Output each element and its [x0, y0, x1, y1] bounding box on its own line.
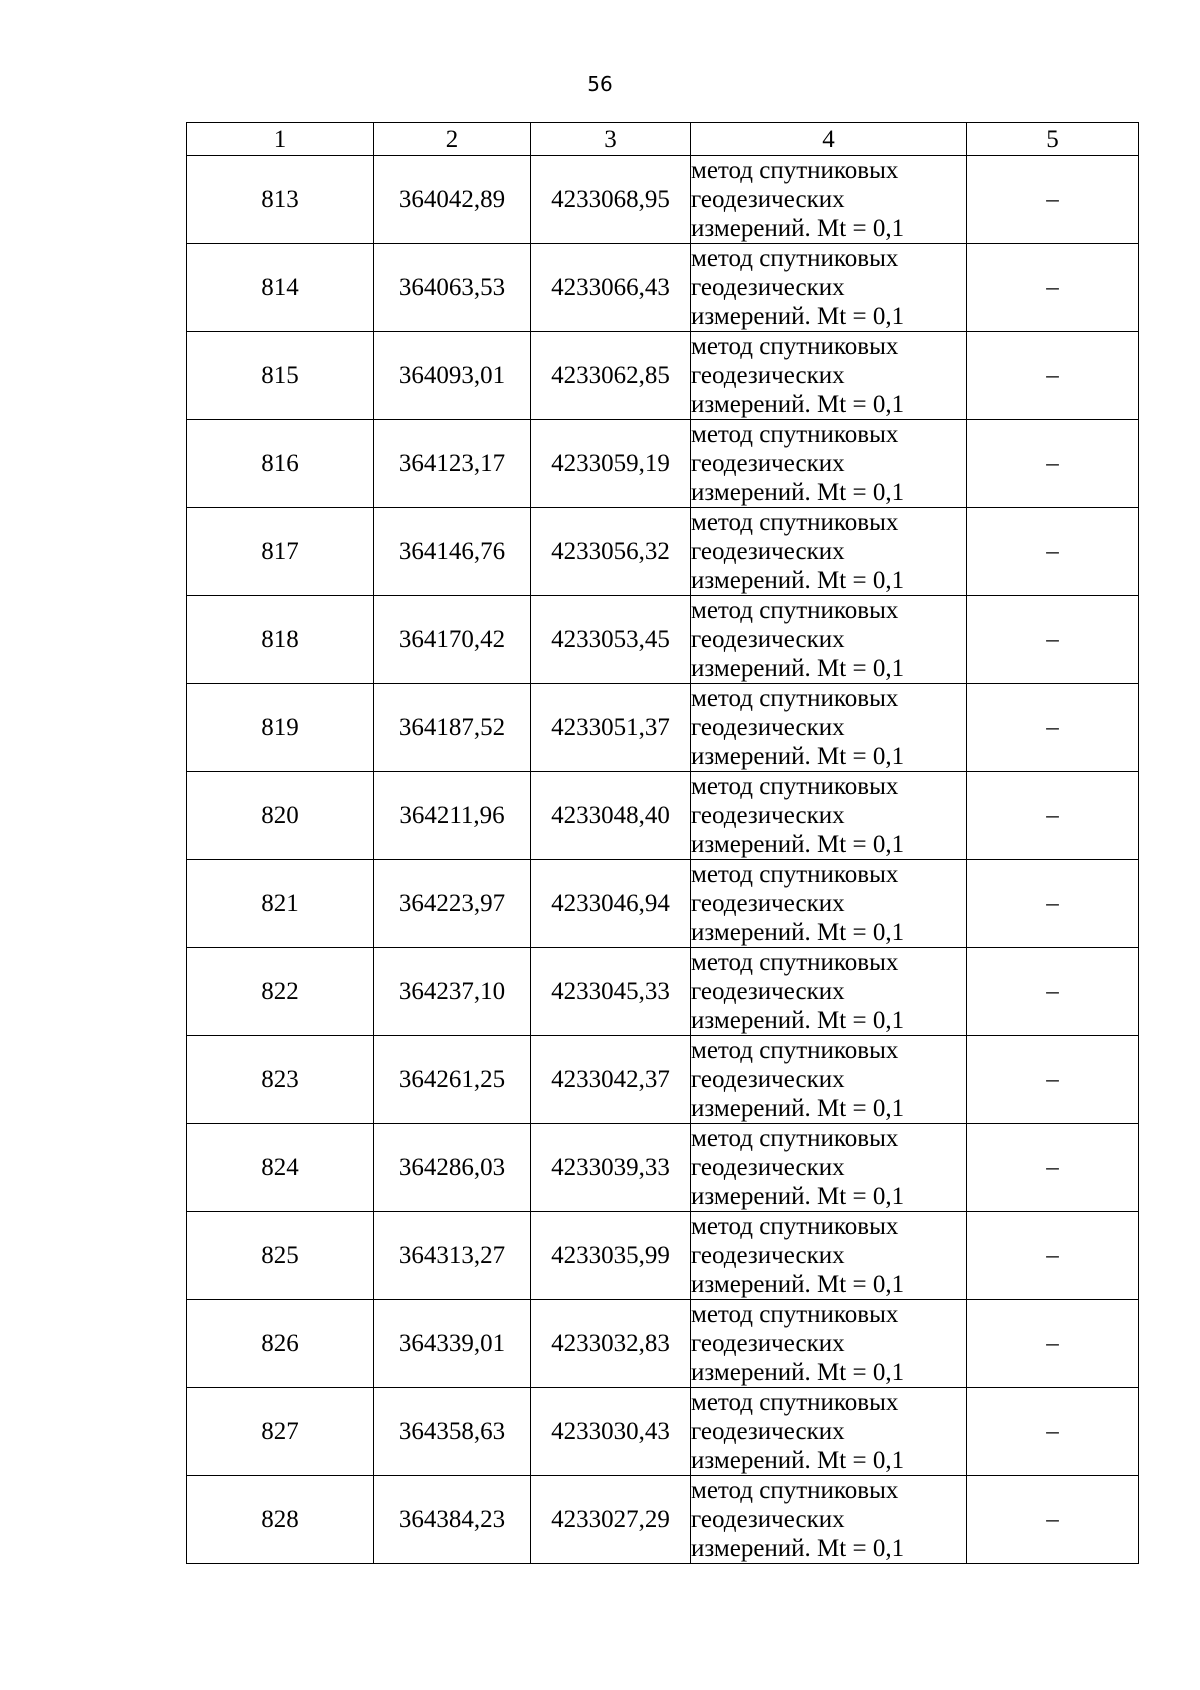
- note-cell: –: [967, 684, 1139, 772]
- y-coordinate-cell: 4233035,99: [531, 1212, 691, 1300]
- y-coordinate-cell: 4233066,43: [531, 244, 691, 332]
- point-number-cell: 822: [187, 948, 374, 1036]
- table-row: [187, 508, 1139, 596]
- note-cell: –: [967, 1476, 1139, 1564]
- x-coordinate-cell: 364358,63: [374, 1388, 531, 1476]
- note-cell: –: [967, 1124, 1139, 1212]
- note-cell: –: [967, 1036, 1139, 1124]
- method-cell: метод спутниковых геодезических измерений. Mt = 0,1: [691, 860, 967, 948]
- note-cell: –: [967, 1388, 1139, 1476]
- y-coordinate-cell: 4233059,19: [531, 420, 691, 508]
- x-coordinate-cell: 364384,23: [374, 1476, 531, 1564]
- point-number-cell: 816: [187, 420, 374, 508]
- point-number-cell: 826: [187, 1300, 374, 1388]
- table-row: [187, 596, 1139, 684]
- method-cell: метод спутниковых геодезических измерений. Mt = 0,1: [691, 1300, 967, 1388]
- x-coordinate-cell: 364187,52: [374, 684, 531, 772]
- note-cell: –: [967, 772, 1139, 860]
- y-coordinate-cell: 4233062,85: [531, 332, 691, 420]
- table-row: [187, 420, 1139, 508]
- y-coordinate-cell: 4233056,32: [531, 508, 691, 596]
- y-coordinate-cell: 4233042,37: [531, 1036, 691, 1124]
- table-row: [187, 1036, 1139, 1124]
- header-col-3: 3: [531, 123, 691, 156]
- method-cell: метод спутниковых геодезических измерений. Mt = 0,1: [691, 244, 967, 332]
- table-row: [187, 1124, 1139, 1212]
- table-body: [187, 156, 1139, 1564]
- point-number-cell: 813: [187, 156, 374, 244]
- note-cell: –: [967, 948, 1139, 1036]
- y-coordinate-cell: 4233068,95: [531, 156, 691, 244]
- table-header: [187, 123, 1139, 156]
- x-coordinate-cell: 364313,27: [374, 1212, 531, 1300]
- method-cell: метод спутниковых геодезических измерений. Mt = 0,1: [691, 156, 967, 244]
- point-number-cell: 824: [187, 1124, 374, 1212]
- y-coordinate-cell: 4233053,45: [531, 596, 691, 684]
- y-coordinate-cell: 4233046,94: [531, 860, 691, 948]
- method-cell: метод спутниковых геодезических измерений. Mt = 0,1: [691, 332, 967, 420]
- method-cell: метод спутниковых геодезических измерений. Mt = 0,1: [691, 508, 967, 596]
- x-coordinate-cell: 364211,96: [374, 772, 531, 860]
- y-coordinate-cell: 4233030,43: [531, 1388, 691, 1476]
- x-coordinate-cell: 364170,42: [374, 596, 531, 684]
- point-number-cell: 820: [187, 772, 374, 860]
- header-col-1: 1: [187, 123, 374, 156]
- note-cell: –: [967, 1212, 1139, 1300]
- header-col-2: 2: [374, 123, 531, 156]
- y-coordinate-cell: 4233027,29: [531, 1476, 691, 1564]
- note-cell: –: [967, 156, 1139, 244]
- x-coordinate-cell: 364339,01: [374, 1300, 531, 1388]
- point-number-cell: 814: [187, 244, 374, 332]
- x-coordinate-cell: 364093,01: [374, 332, 531, 420]
- point-number-cell: 823: [187, 1036, 374, 1124]
- table-row: [187, 684, 1139, 772]
- point-number-cell: 825: [187, 1212, 374, 1300]
- table-row: [187, 860, 1139, 948]
- y-coordinate-cell: 4233039,33: [531, 1124, 691, 1212]
- x-coordinate-cell: 364223,97: [374, 860, 531, 948]
- point-number-cell: 818: [187, 596, 374, 684]
- note-cell: –: [967, 596, 1139, 684]
- x-coordinate-cell: 364042,89: [374, 156, 531, 244]
- method-cell: метод спутниковых геодезических измерений. Mt = 0,1: [691, 684, 967, 772]
- table-row: [187, 332, 1139, 420]
- table-row: [187, 1476, 1139, 1564]
- method-cell: метод спутниковых геодезических измерений. Mt = 0,1: [691, 948, 967, 1036]
- header-col-5: 5: [967, 123, 1139, 156]
- point-number-cell: 819: [187, 684, 374, 772]
- method-cell: метод спутниковых геодезических измерений. Mt = 0,1: [691, 772, 967, 860]
- header-row: [187, 123, 1139, 156]
- y-coordinate-cell: 4233048,40: [531, 772, 691, 860]
- x-coordinate-cell: 364237,10: [374, 948, 531, 1036]
- note-cell: –: [967, 508, 1139, 596]
- method-cell: метод спутниковых геодезических измерений. Mt = 0,1: [691, 1212, 967, 1300]
- note-cell: –: [967, 860, 1139, 948]
- y-coordinate-cell: 4233045,33: [531, 948, 691, 1036]
- point-number-cell: 821: [187, 860, 374, 948]
- table-row: [187, 1212, 1139, 1300]
- x-coordinate-cell: 364063,53: [374, 244, 531, 332]
- method-cell: метод спутниковых геодезических измерений. Mt = 0,1: [691, 1124, 967, 1212]
- y-coordinate-cell: 4233051,37: [531, 684, 691, 772]
- point-number-cell: 817: [187, 508, 374, 596]
- x-coordinate-cell: 364261,25: [374, 1036, 531, 1124]
- x-coordinate-cell: 364123,17: [374, 420, 531, 508]
- method-cell: метод спутниковых геодезических измерений. Mt = 0,1: [691, 596, 967, 684]
- table-row: [187, 244, 1139, 332]
- table-row: [187, 772, 1139, 860]
- method-cell: метод спутниковых геодезических измерений. Mt = 0,1: [691, 420, 967, 508]
- method-cell: метод спутниковых геодезических измерений. Mt = 0,1: [691, 1388, 967, 1476]
- point-number-cell: 827: [187, 1388, 374, 1476]
- table-row: [187, 1300, 1139, 1388]
- point-number-cell: 828: [187, 1476, 374, 1564]
- x-coordinate-cell: 364286,03: [374, 1124, 531, 1212]
- x-coordinate-cell: 364146,76: [374, 508, 531, 596]
- header-col-4: 4: [691, 123, 967, 156]
- method-cell: метод спутниковых геодезических измерений. Mt = 0,1: [691, 1036, 967, 1124]
- table-row: [187, 156, 1139, 244]
- table-row: [187, 948, 1139, 1036]
- note-cell: –: [967, 244, 1139, 332]
- page-number: 56: [587, 72, 613, 96]
- table-row: [187, 1388, 1139, 1476]
- note-cell: –: [967, 332, 1139, 420]
- note-cell: –: [967, 420, 1139, 508]
- y-coordinate-cell: 4233032,83: [531, 1300, 691, 1388]
- note-cell: –: [967, 1300, 1139, 1388]
- method-cell: метод спутниковых геодезических измерений. Mt = 0,1: [691, 1476, 967, 1564]
- coordinates-table: [186, 122, 1139, 1564]
- point-number-cell: 815: [187, 332, 374, 420]
